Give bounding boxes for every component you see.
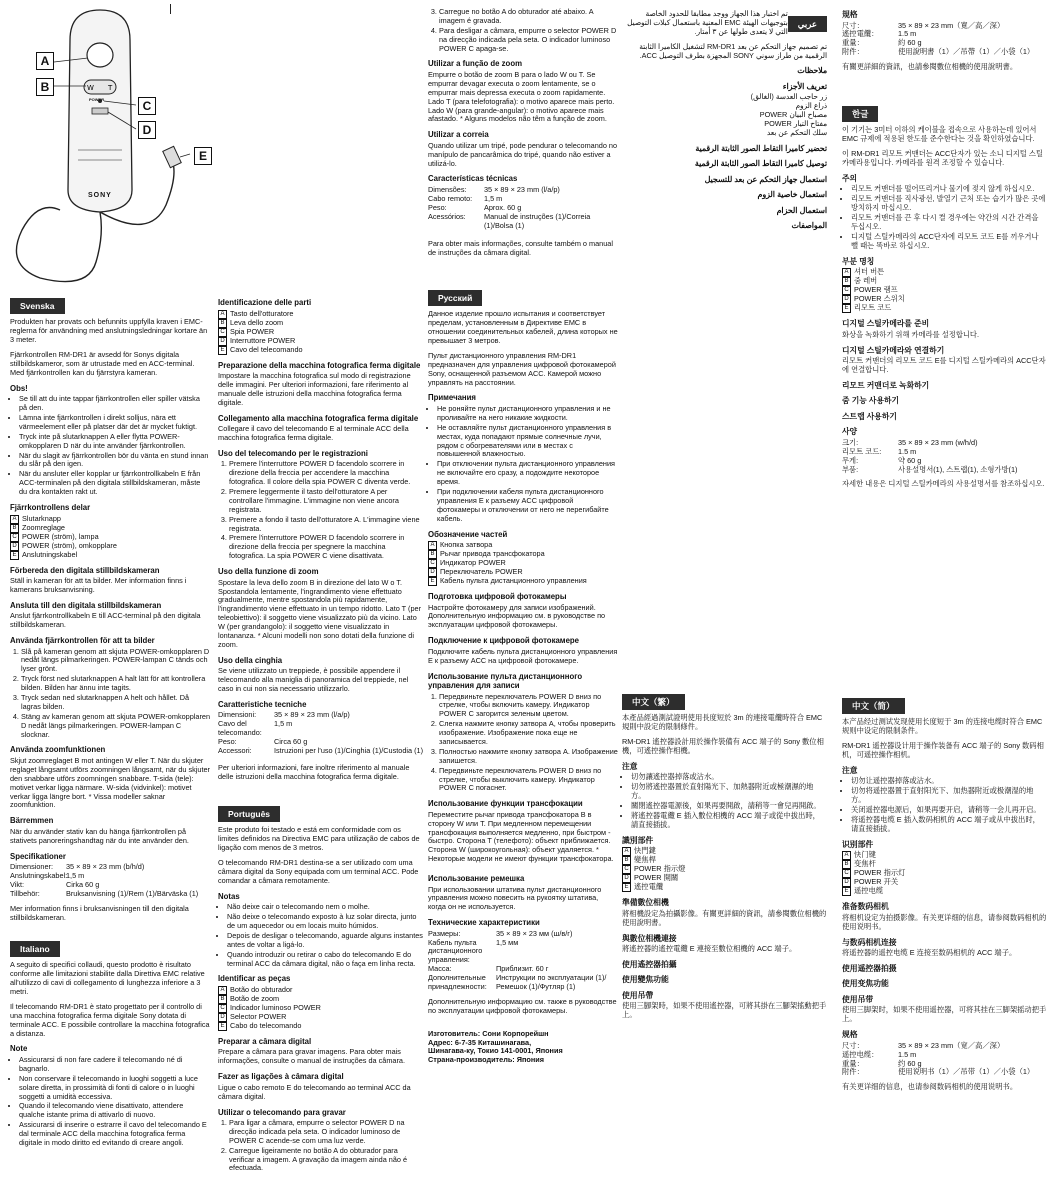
zht-conn: 將遙控器的遙控電纜 E 連接至數位相機的 ACC 端子。 (622, 944, 797, 954)
ko-more: 자세한 내용은 디지털 스틸카메라의 사용설명서를 참조하십시오. (842, 479, 1045, 489)
sv-use-heading: Använda fjärrkontrollen för att ta bilder (10, 636, 155, 646)
zht-use-heading: 使用遙控器拍攝 (622, 959, 677, 969)
pt-use-steps-b: 3. Carregue no botão A do obturador até abaixo. A imagem é gravada. 4. Para desligar a câmara, empurre o selector POWER D na direcção indicada pela seta. O indicador luminoso POWER C apaga-se. (428, 8, 618, 53)
ru-part-e: E Кабель пульта дистанционного управления (428, 577, 618, 586)
zht-intro: 本產品經過測試證明使用長度短於 3m 的連接電纜時符合 EMC 規則中設定的限制條件。 (622, 713, 823, 732)
ru-prep-heading: Подготовка цифровой фотокамеры (428, 592, 567, 602)
ar-conn-heading: توصيل كاميرا التقاط الصور الثابتة الرقمية (694, 159, 827, 169)
lang-tab-zhs: 中文（简） (842, 698, 905, 714)
lang-tab-sv: Svenska (10, 298, 65, 314)
section-portuguese-a (218, 800, 423, 1190)
ko-part-c: C POWER 램프 (842, 286, 1047, 295)
pt-parts-heading: Identificar as peças (218, 974, 291, 984)
ko-part-e: E 리모트 코드 (842, 304, 1047, 313)
it-conn-heading: Collegamento alla macchina fotografica ferma digitale (218, 413, 419, 423)
zhs-part-a: A 快门键 (842, 851, 1047, 860)
ko-parts-heading: 부분 명칭 (842, 256, 875, 266)
zhs-zoom-heading: 使用变焦功能 (842, 979, 889, 989)
lang-tab-ru: Русский (428, 290, 482, 306)
ko-prep: 화상을 녹화하기 위해 카메라를 설정합니다. (842, 329, 980, 339)
pt-part-d: D Selector POWER (218, 1013, 423, 1022)
pt-use-heading: Utilizar o telecomando para gravar (218, 1107, 346, 1117)
label-a: A (36, 52, 54, 70)
brand-logo: SONY (88, 192, 112, 199)
ar-zoom-heading: استعمال خاصية الزوم (757, 190, 827, 200)
lang-tab-zht: 中文（繁） (622, 694, 685, 710)
zhs-notes: • 切勿让遥控器掉落或沾水。 • 切勿将遥控器置于直射阳光下、加热器附近或极潮湿的地方。 • 关闭遥控器电源后，如果再要开启，请稍等一会儿再开启。 • 将遥控器电缆 E 插入数码相机的 ACC 端子或从中拔出时，请直接插拔。 (842, 777, 1047, 833)
pt-prep-heading: Preparar a câmara digital (218, 1036, 312, 1046)
ko-zoom-heading: 줌 기능 사용하기 (842, 396, 900, 406)
it-part-b: B Leva dello zoom (218, 319, 423, 328)
section-swedish (10, 292, 210, 922)
zhs-conn: 将遥控器的遥控电缆 E 连接至数码相机的 ACC 端子。 (842, 948, 1017, 958)
pt-spec-table: Dimensões: 35 × 89 × 23 mm (l/a/p) Cabo remoto: 1,5 m Peso: Aprox. 60 g Acessórios: Manual de instruções (1)/Correia (1)/Bolsa (1) (428, 184, 591, 230)
zhs-parts-heading: 识别部件 (842, 839, 874, 849)
it-notes-heading: Note (10, 1044, 28, 1054)
ru-strap-heading: Использование ремешка (428, 874, 525, 883)
ru-desc: Пульт дистанционного управления RM-DR1 предназначен для управления цифровой фотокамерой Sony, оснащенной разъемом ACC. Камерой можно управлять на расстоянии. (428, 350, 616, 387)
ar-notes-heading: ملاحظات (797, 66, 827, 76)
zhs-desc: RM-DR1 遥控器设计用于操作装备有 ACC 端子的 Sony 数码相机，可遥控操作相机。 (842, 741, 1044, 760)
zht-notes: • 切勿讓遙控器掉落或沾水。 • 切勿將遙控器置於直射陽光下、加熱器附近或極潮濕的地方。 • 關閉遙控器電源後，如果再要開啟，請稍等一會兒再開啟。 • 將遙控器電纜 E 插入數位相機的 ACC 端子或從中拔出時，請直接插拔。 (622, 773, 827, 829)
ko-intro: 이 기기는 3미터 이하의 케이블을 접속으로 사용하는데 있어서 EMC 규제에 적용된 한도를 준수한다는 것을 확인하였습니다. (842, 125, 1037, 144)
ar-parts-heading: تعريف الأجزاء (782, 81, 827, 91)
ko-part-d: D POWER 스위치 (842, 295, 1047, 304)
sv-zoom: Skjut zoomreglaget B mot antingen W eller T. När du skjuter reglaget långsamt utförs zoomningen långsamt, när du skjuter den snabbare utförs zoomningen snabbare. T-sida (tele): motivet verkar ligga närmare. W-sida (vidvinkel): motivet verkar ligga längre bort. * Vissa modeller saknar zoomfunktion. (10, 755, 210, 810)
sv-part-d: D POWER (ström), omkopplare (10, 542, 210, 551)
ko-desc: 이 RM-DR1 리모트 커맨더는 ACC단자가 있는 소니 디지털 스틸카메라용입니다. 카메라를 원격 조정할 수 있습니다. (842, 149, 1043, 168)
ko-notes-heading: 주의 (842, 173, 858, 183)
zht-prep: 將相機設定為拍攝影像。有關更詳細的資訊，請參閱數位相機的使用說明書。 (622, 908, 827, 927)
it-spec-heading: Caratteristiche tecniche (218, 699, 307, 709)
zht-parts-heading: 識別部件 (622, 835, 654, 845)
section-zht-specs (842, 10, 1047, 90)
section-italian-a (10, 935, 210, 1191)
sv-zoom-heading: Använda zoomfunktionen (10, 745, 106, 755)
pt-desc: O telecomando RM-DR1 destina-se a ser utilizado com uma câmara digital da Sony equipada com um terminal ACC. Pode comandar a câmara remotamente. (218, 858, 419, 885)
ru-part-a: A Кнопка затвора (428, 541, 618, 550)
zht-part-e: E 遙控電纜 (622, 883, 827, 892)
zhs-intro: 本产品经过测试发现使用长度短于 3m 的连接电缆时符合 EMC 规则中设定的限制条件。 (842, 717, 1043, 736)
pt-conn: Ligue o cabo remoto E do telecomando ao terminal ACC da câmara digital. (218, 1082, 411, 1101)
zht-part-c: C POWER 指示燈 (622, 865, 827, 874)
svg-text:W: W (87, 84, 94, 92)
pt-part-c: C Indicador luminoso POWER (218, 1004, 423, 1013)
sv-part-c: C POWER (ström), lampa (10, 533, 210, 542)
zhs-use-heading: 使用遥控器拍摄 (842, 963, 897, 973)
zht-part-d: D POWER 開關 (622, 874, 827, 883)
zht-part-b: B 變焦桿 (622, 856, 827, 865)
pt-spec-heading: Características técnicas (428, 174, 518, 184)
pt-conn-heading: Fazer as ligações à câmara digital (218, 1072, 344, 1082)
zhs-part-e: E 遥控电缆 (842, 887, 1047, 896)
zht-spec-table: 尺寸： 35 × 89 × 23 mm（寬／高／深） 遙控電纜： 1.5 m 重量： 約 60 g 附件： 使用說明書（1）／吊帶（1）／小袋（1） (842, 20, 1035, 57)
zhs-conn-heading: 与数码相机连接 (842, 937, 897, 947)
it-part-d: D Interruttore POWER (218, 337, 423, 346)
it-strap: Se viene utilizzato un treppiede, è possibile appendere il telecomando alla maniglia di panoramica del treppiede, nel caso in cui non sia necessario utilizzarlo. (218, 666, 409, 694)
zht-strap: 使用三腳架時，如果不使用遙控器，可將其掛在三腳架搖動把手上。 (622, 1001, 827, 1020)
ko-part-b: B 줌 레버 (842, 277, 1047, 286)
sv-spec-table: Dimensioner: 35 × 89 × 23 mm (b/h/d) Anslutningskabel: 1,5 m Vikt: Cirka 60 g Tillbehör: Bruksanvisning (1)/Rem (1)/Bärväska (1) (10, 862, 199, 898)
section-arabic: عربي تم اختبار هذا الجهاز ووجد مطابقا للحدود الخاصة بتوجيهات الهيئة EMC المعنية باستعمال كبلات التوصيل التي لا يتعدى طولها عن ٣ أمتار. تم تصميم جهاز التحكم عن بعد RM-DR1 لتشغيل الكاميرا الثابتة الرقمية من طراز سوني SONY المجهزة بطرف التوصيل ACC. ملاحظات تعريف الأجزاء زر حاجب العدسة (الغالق) ذراع الزوم مصباح البيان POWER مفتاح التيار POWER سلك التحكم عن بعد تحضير كاميرا التقاط الصور الثابتة الرقمية توصيل كاميرا التقاط الصور الثابتة الرقمية استعمال جهاز التحكم عن بعد للتسجيل استعمال خاصية الزوم استعمال الحزام المواصفات (622, 10, 827, 680)
it-part-c: C Spia POWER (218, 328, 423, 337)
ru-conn-heading: Подключение к цифровой фотокамере (428, 636, 580, 646)
ru-part-d: D Переключатель POWER (428, 568, 618, 577)
it-use-steps: 1. Premere l'interruttore POWER D facendolo scorrere in direzione della freccia per accendere la macchina fotografica. Il colore della spia POWER C diventa verde. 2. Premere leggermente il tasto dell'otturatore A per controllare l'immagine. L'immagine non viene ancora registrata. 3. Premere a fondo il tasto dell'otturatore A. L'immagine viene registrata. 4. Premere l'interruttore POWER D facendolo scorrere in direzione della freccia per spegnere la macchina fotografica. La spia POWER C viene disattivata. (218, 460, 423, 561)
zht-part-a: A 快門鍵 (622, 847, 827, 856)
section-italian-b (218, 292, 424, 781)
sv-notes: • Se till att du inte tappar fjärrkontrollen eller spiller vätska på den. • Lämna inte fjärrkontrollen i direkt solljus, nära ett värmeelement eller på platser där det är mycket fuktigt. • Tryck inte på slutarknappen A eller flytta POWER-omkopplaren D när du inte använder fjärrkontrollen. • När du slagit av fjärrkontrollen bör du vänta en stund innan du slår på den igen. • När du ansluter eller kopplar ur fjärrkontrollkabeln E från ACC-terminalen på den digitala stillbildskameran, måste du dra kontakten rakt ut. (10, 395, 210, 497)
label-c: C (138, 97, 156, 115)
ru-use-steps: 1. Передвиньте переключатель POWER D вниз по стрелке, чтобы включить камеру. Индикатор POWER C загорится зеленым цветом. 2. Слегка нажмите кнопку затвора A, чтобы проверить изображение. Изображение пока еще не записывается. 3. Полностью нажмите кнопку затвора A. Изображение запишется. 4. Передвиньте переключатель POWER D вниз по стрелке, чтобы выключить камеру. Индикатор POWER C погаснет. (428, 693, 618, 794)
ru-notes: • Не роняйте пульт дистанционного управления и не проливайте на него никакие жидкости. • Не оставляйте пульт дистанционного управления в местах, куда попадают прямые солнечные лучи, рядом с обогревателями или в местах с повышенной влажностью. • При отключении пульта дистанционного управления не включайте его сразу, а подождите некоторое время. • При подключении кабеля пульта дистанционного управления E к разъему ACC цифровой фотокамеры и отключении от него не перегибайте кабель. (428, 405, 618, 524)
pt-part-e: E Cabo do telecomando (218, 1022, 423, 1031)
it-spec-table: Dimensioni: 35 × 89 × 23 mm (l/a/p) Cavo del telecomando: 1,5 m Peso: Circa 60 g Accessori: Istruzioni per l'uso (1)/Cinghia (1)/Custodia (1) (218, 710, 424, 755)
ko-part-a: A 셔터 버튼 (842, 268, 1047, 277)
sv-spec-heading: Specifikationer (10, 851, 66, 861)
zhs-strap: 使用三脚架时，如果不使用遥控器，可将其挂在三脚架摇动把手上。 (842, 1005, 1047, 1024)
ru-part-b: B Рычаг привода трансфокатора (428, 550, 618, 559)
pt-strap: Quando utilizar um tripé, pode pendurar o telecomando no manípulo de pancarâmica do tripé, quando não estiver a utilizá-lo. (428, 140, 618, 168)
it-notes: • Assicurarsi di non fare cadere il telecomando né di bagnarlo. • Non conservare il telecomando in luoghi soggetti a luce solare diretta, in prossimità di fonti di calore o in luoghi soggetti a umidità eccessiva. • Quando il telecomando viene disattivato, attendere qualche istante prima di attivarlo di nuovo. • Assicurarsi di inserire o estrarre il cavo del telecomando E dal terminale ACC della macchina fotografica ferma digitale in modo diritto ed evitando di creare angoli. (10, 1056, 210, 1148)
ko-notes: • 리모트 커맨더를 떨어뜨리거나 물기에 젖지 않게 하십시오. • 리모트 커맨더를 직사광선, 발열기 근처 또는 습기가 많은 곳에 방치하지 마십시오. • 리모트 커맨더를 끈 후 다시 켤 경우에는 약간의 시간 간격을 두십시오. • 디지털 스틸카메라의 ACC단자에 리모트 코드 E를 끼우거나 뺄 때는 똑바로 하십시오. (842, 185, 1047, 250)
zhs-part-b: B 变焦杆 (842, 860, 1047, 869)
it-parts-heading: Identificazione delle parti (218, 298, 312, 307)
zhs-strap-heading: 使用吊带 (842, 994, 874, 1004)
sv-desc: Fjärrkontrollen RM-DR1 är avsedd för Sonys digitala stillbildskameror, som är utrustade med en ACC-terminal. Med fjärrkontrollen kan du fjärrstyra kameran. (10, 350, 195, 377)
lang-tab-ko: 한글 (842, 106, 878, 122)
pt-zoom: Empurre o botão de zoom B para o lado W ou T. Se empurrar devagar executa o zoom lentamente, se o empurrar mais depressa executa o zoom rapidamente. Lado T (para telefotografia): o motivo aparece mais perto. Lado W (para grande-angular): o motivo aparece mais afastado. * Alguns modelos não têm a função de zoom. (428, 69, 615, 124)
pt-intro: Este produto foi testado e está em conformidade com os limites definidos na Directiva EMC para utilização de cabos de ligação com menos de 3 metros. (218, 825, 420, 853)
it-use-heading: Uso del telecomando per le registrazioni (218, 448, 368, 458)
sv-strap-heading: Bärremmen (10, 816, 54, 826)
zht-strap-heading: 使用吊帶 (622, 990, 654, 1000)
ko-conn: 리모트 커맨더의 리모트 코드 E를 디지털 스틸카메라의 ACC단자에 연결합니다. (842, 356, 1046, 374)
it-more: Per ulteriori informazioni, fare inoltre riferimento al manuale delle istruzioni della macchina fotografica ferma digitale. (218, 762, 410, 781)
ru-part-c: C Индикатор POWER (428, 559, 618, 568)
ru-spec-table: Размеры: 35 × 89 × 23 мм (ш/в/г) Кабель пульта дистанционного управления: 1,5 мм Масса: Приблизит. 60 г Дополнительные принадлежности: Инструкции по эксплуатации (1)/ Ремешок (1)/Футляр (1) (428, 928, 607, 992)
section-korean (842, 100, 1047, 660)
ru-zoom-heading: Использование функции трансфокации (428, 799, 583, 809)
pt-strap-heading: Utilizar a correia (428, 130, 489, 140)
ko-spec-heading: 사양 (842, 427, 858, 437)
ar-prep-heading: تحضير كاميرا التقاط الصور الثابتة الرقمية (695, 143, 827, 153)
label-b: B (36, 78, 54, 96)
sv-notes-heading: Obs! (10, 383, 28, 393)
it-conn: Collegare il cavo del telecomando E al terminale ACC della macchina fotografica ferma digitale. (218, 424, 409, 442)
ar-spec-heading: المواصفات (791, 221, 827, 231)
sv-strap: När du använder stativ kan du hänga fjärrkontrollen på stativets panoreringshandtag när du inte använder den. (10, 826, 189, 845)
remote-commander-illustration (0, 0, 212, 290)
zhs-prep-heading: 准备数码相机 (842, 902, 889, 912)
pt-prep: Prepare a câmara para gravar imagens. Para obter mais informações, consulte o manual de instruções da câmara. (218, 1047, 405, 1066)
section-russian (428, 284, 618, 864)
it-part-a: A Tasto dell'otturatore (218, 310, 423, 319)
ko-strap-heading: 스트랩 사용하기 (842, 411, 897, 421)
zht-conn-heading: 與數位相機連接 (622, 933, 677, 943)
pt-notes-heading: Notas (218, 891, 240, 901)
sv-parts-heading: Fjärrkontrollens delar (10, 503, 91, 512)
lang-tab-ar: عربي (788, 16, 827, 32)
ar-desc: تم تصميم جهاز التحكم عن بعد RM-DR1 لتشغيل الكاميرا الثابتة الرقمية من طراز سوني SONY المجهزة بطرف التوصيل ACC. (639, 41, 827, 60)
column-1 (0, 0, 212, 1191)
pt-part-b: B Botão de zoom (218, 995, 423, 1004)
sv-part-b: B Zoomreglage (10, 524, 210, 533)
it-desc: Il telecomando RM-DR1 è stato progettato per il controllo di una macchina fotografica ferma digitale Sony dotata di terminale ACC. E possibile controllare la macchina fotografica a distanza. (10, 1001, 210, 1038)
pt-part-a: A Botão do obturador (218, 986, 423, 995)
ko-prep-heading: 디지털 스틸카메라를 준비 (842, 319, 930, 329)
section-portuguese-b (428, 8, 618, 288)
ko-conn-heading: 디지털 스틸카메라와 연결하기 (842, 345, 945, 355)
power-label: POWER (89, 97, 105, 102)
zht-more: 有關更詳細的資訊，也請參閱數位相機的使用說明書。 (842, 62, 1018, 72)
zhs-part-d: D POWER 开关 (842, 878, 1047, 887)
sv-use-steps: 1. Slå på kameran genom att skjuta POWER-omkopplaren D nedåt längs pilmarkeringen. POWER-lampan C tänds och lyser grönt. 2. Tryck först ned slutarknappen A halt lätt för att kontrollera bilden. Bilden har ännu inte tagits. 3. Tryck sedan ned slutarknappen A helt och hållet. Då lagras bilden. 4. Stäng av kameran genom att skjuta POWER-omkopplaren D nedåt längs pilmarkeringen. POWER-lampan C slocknar. (10, 648, 210, 740)
ru-strap: При использовании штатива пульт дистанционного управления можно повесить на рукоятку штатива, когда он не используется. (428, 884, 602, 912)
sv-conn: Anslut fjärrkontrollkabeln E till ACC-terminal på den digitala stillbildskameran. (10, 611, 201, 630)
pt-use-steps-a: 1. Para ligar a câmara, empurre o selector POWER D na direcção indicada pela seta. O indicador luminoso de POWER C acende-se com uma luz verde. 2. Carregue ligeiramente no botão A do obturador para verificar a imagem. A gravação da imagem ainda não é efectuada. (218, 1119, 423, 1173)
ru-zoom: Переместите рычаг привода трансфокатора B в сторону W или T. При медленном перемещении трансфокация выполняется медленно, при быстром - быстро. Сторона T (телефото): объект приближается. Сторона W (широкоугольная): объект удаляется. * Некоторые модели не имеют функции трансфокатора. (428, 809, 614, 864)
it-prep: Impostare la macchina fotografica sul modo di registrazione delle immagini. Per ulteriori informazioni, fare riferimento al manuale delle istruzioni della macchina fotografica ferma digitale. (218, 371, 411, 407)
ko-use-heading: 리모트 커맨더로 녹화하기 (842, 380, 930, 390)
ru-manufacturer: Изготовитель: Сони Корпорейшн Адрес: 6-7-35 Киташинагава, Шинагава-ку, Токио 141-0001, Япония Страна-производитель: Япония (428, 1028, 563, 1065)
label-e: E (194, 147, 212, 165)
section-russian-b (428, 868, 618, 1188)
zhs-prep: 将相机设定为拍摄影像。有关更详细的信息，请参阅数码相机的使用说明书。 (842, 912, 1047, 931)
zhs-more: 有关更详细的信息，也请参阅数码相机的使用说明书。 (842, 1082, 1018, 1092)
ru-parts-heading: Обозначение частей (428, 529, 508, 539)
svg-text:T: T (108, 84, 113, 92)
it-strap-heading: Uso della cinghia (218, 655, 283, 665)
it-prep-heading: Preparazione della macchina fotografica ferma digitale (218, 360, 421, 370)
sv-part-a: A Slutarknapp (10, 515, 210, 524)
ar-strap-heading: استعمال الحزام (776, 205, 827, 215)
ru-notes-heading: Примечания (428, 393, 476, 403)
zhs-notes-heading: 注意 (842, 765, 858, 775)
ko-spec-table: 크기: 35 × 89 × 23 mm (w/h/d) 리모트 코드: 1.5 m 무게: 약 60 g 부품: 사용설명서(1), 스트랩(1), 소형가방(1) (842, 437, 1018, 474)
it-intro: A seguito di specifici collaudi, questo prodotto è risultato conforme alle limitazioni stabilite dalla Direttiva EMC relative all'utilizzo di cavi di collegamento di lunghezza inferiore a 3 metri. (10, 960, 205, 997)
ru-intro: Данное изделие прошло испытания и соответствует пределам, установленным в Директиве EMC в отношении соединительных кабелей, длина которых не превышает 3 метров. (428, 309, 618, 346)
ar-use-heading: استعمال جهاز التحكم عن بعد للتسجيل (704, 174, 827, 184)
sv-prep: Ställ in kameran för att ta bilder. Mer information finns i kamerans bruksanvisning. (10, 576, 187, 594)
it-zoom: Spostare la leva dello zoom B in direzione del lato W o T. Spostandola lentamente, l'ingrandimento viene effettuato gradualmente, mentre spostandola più rapidamente, l'ingrandimento viene effettuato in un tempo ridotto. Lato T (per teleobiettivo): il soggetto viene visualizzato più da vicino. Lato W (per grandangolo): il soggetto viene visualizzato in lontananza. * Alcuni modelli non sono dotati della funzione di zoom. (218, 577, 421, 649)
section-chinese-simplified (842, 692, 1047, 1188)
sv-conn-heading: Ansluta till den digitala stillbildskameran (10, 600, 162, 610)
pt-notes: • Não deixe cair o telecomando nem o molhe. • Não deixe o telecomando exposto à luz solar directa, junto de um aquecedor ou em locais muito húmidos. • Depois de desligar o telecomando, aguarde alguns instantes antes de voltar a ligá-lo. • Quando introduzir ou retirar o cabo do telecomando E do terminal ACC da câmara digital, não o faça em linha recta. (218, 903, 423, 968)
zht-spec-heading: 規格 (842, 10, 858, 19)
ru-more: Дополнительную информацию см. также в руководстве по эксплуатации цифровой фотокамеры. (428, 996, 617, 1015)
ru-conn: Подключите кабель пульта дистанционного управления E к разъему ACC на цифровой фотокамере. (428, 646, 618, 665)
zht-notes-heading: 注意 (622, 761, 638, 771)
sv-prep-heading: Förbereda den digitala stillbildskameran (10, 565, 160, 575)
ru-use-heading: Использование пульта дистанционного управления для записи (428, 671, 583, 691)
zhs-part-c: C POWER 指示灯 (842, 869, 1047, 878)
it-part-e: E Cavo del telecomando (218, 346, 423, 355)
zht-desc: RM-DR1 遙控器設計用於操作裝備有 ACC 端子的 Sony 數位相機，可遙控操作相機。 (622, 737, 824, 756)
ar-intro: تم اختبار هذا الجهاز ووجد مطابقا للحدود الخاصة بتوجيهات الهيئة EMC المعنية باستعمال كبلات التوصيل التي لا يتعدى طولها عن ٣ أمتار. (627, 9, 788, 36)
lang-tab-pt: Português (218, 806, 280, 822)
sv-intro: Produkten har provats och befunnits uppfylla kraven i EMC-reglerna för användning med anslutningsledningar kortare än 3 meter. (10, 317, 208, 345)
ru-prep: Настройте фотокамеру для записи изображений. Дополнительную информацию см. в руководстве по эксплуатации цифровой фотокамеры. (428, 602, 606, 630)
sv-part-e: E Anslutningskabel (10, 551, 210, 560)
zht-zoom-heading: 使用變焦功能 (622, 975, 669, 985)
zht-prep-heading: 準備數位相機 (622, 898, 669, 908)
zhs-spec-table: 尺寸： 35 × 89 × 23 mm（宽／高／深） 遥控电缆： 1.5 m 重量： 约 60 g 附件： 使用说明书（1）／吊带（1）／小袋（1） (842, 1040, 1035, 1077)
section-chinese-traditional (622, 688, 827, 1188)
pt-more: Para obter mais informações, consulte também o manual de instruções da câmara digital. (428, 239, 613, 258)
it-zoom-heading: Uso della funzione di zoom (218, 567, 319, 577)
pt-zoom-heading: Utilizar a função de zoom (428, 59, 523, 69)
sv-more: Mer information finns i bruksanvisningen till den digitala stillbildskameran. (10, 903, 189, 922)
lang-tab-it: Italiano (10, 941, 60, 957)
label-d: D (138, 121, 156, 139)
ru-spec-heading: Технические характеристики (428, 918, 540, 928)
zhs-spec-heading: 规格 (842, 1030, 858, 1040)
